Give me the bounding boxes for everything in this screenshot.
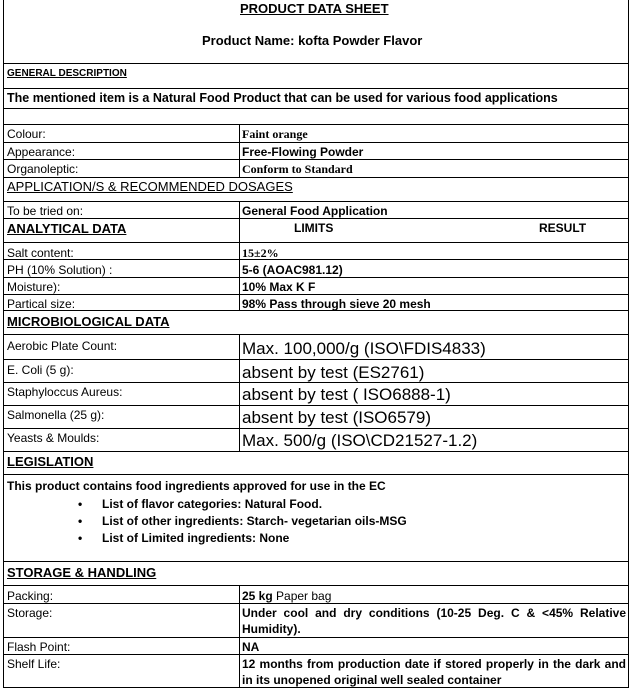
analytical-row-value: 10% Max K F [242, 280, 316, 294]
micro-row-value: absent by test (ISO6579) [242, 408, 431, 427]
rule [4, 561, 628, 562]
rule [4, 334, 628, 335]
rule [4, 159, 628, 160]
analytical-heading: ANALYTICAL DATA [7, 221, 127, 236]
general-description-text: The mentioned item is a Natural Food Product that can be used for various food applications [7, 91, 558, 105]
storage-value: Under cool and dry conditions (10-25 Deg. C & <45% Relative Humidity). [242, 606, 626, 636]
micro-row-label: Staphyloccus Aureus: [7, 385, 123, 399]
analytical-row-label: PH (10% Solution) : [7, 263, 113, 277]
rule [4, 382, 628, 383]
flash-point-label: Flash Point: [7, 640, 71, 654]
product-name: Product Name: kofta Powder Flavor [202, 33, 423, 48]
rule [4, 218, 628, 219]
limits-column-header: LIMITS [294, 221, 334, 235]
application-heading: APPLICATION/S & RECOMMENDED DOSAGES [7, 179, 293, 194]
rule [4, 242, 628, 243]
analytical-row-label: Salt content: [7, 246, 74, 260]
rule [4, 474, 628, 475]
rule [4, 88, 628, 89]
legislation-heading: LEGISLATION [7, 454, 94, 469]
rule [4, 654, 628, 655]
rule [4, 428, 628, 429]
storage-heading: STORAGE & HANDLING [7, 565, 157, 580]
application-label: To be tried on: [7, 204, 84, 218]
micro-row-value: Max. 500/g (ISO\CD21527-1.2) [242, 431, 478, 450]
rule [4, 637, 628, 638]
rule [4, 277, 628, 278]
storage-label: Storage: [7, 606, 53, 620]
data-sheet [3, 0, 629, 688]
packing-label: Packing: [7, 589, 54, 603]
colour-value: Faint orange [242, 127, 308, 141]
rule [4, 405, 628, 406]
rule [4, 359, 628, 360]
colour-label: Colour: [7, 127, 46, 141]
column-divider [239, 124, 240, 177]
micro-row-value: absent by test (ES2761) [242, 363, 425, 382]
analytical-row-value: 15±2% [242, 246, 279, 260]
column-divider [239, 585, 240, 688]
appearance-value: Free-Flowing Powder [242, 145, 364, 159]
legislation-bullet: • List of flavor categories: Natural Food. [78, 497, 322, 511]
rule [4, 585, 628, 586]
rule [4, 294, 628, 295]
page-title: PRODUCT DATA SHEET [240, 1, 389, 16]
rule [4, 177, 628, 178]
rule [4, 124, 628, 125]
legislation-intro: This product contains food ingredients approved for use in the EC [7, 479, 386, 493]
micro-row-value: absent by test ( ISO6888-1) [242, 385, 451, 404]
micro-row-label: Yeasts & Moulds: [7, 431, 100, 445]
column-divider [239, 201, 240, 310]
microbiological-heading: MICROBIOLOGICAL DATA [7, 314, 170, 329]
rule [4, 603, 628, 604]
micro-row-value: Max. 100,000/g (ISO\FDIS4833) [242, 339, 486, 358]
micro-row-label: Salmonella (25 g): [7, 408, 105, 422]
legislation-bullet: • List of Limited ingredients: None [78, 531, 289, 545]
micro-row-label: E. Coli (5 g): [7, 363, 74, 377]
rule [4, 142, 628, 143]
appearance-label: Appearance: [7, 145, 76, 159]
shelf-life-value: 12 months from production date if stored properly in the dark and in its unopened original well sealed container [242, 657, 626, 687]
packing-value: 25 kg Paper bag [242, 589, 332, 603]
rule [4, 451, 628, 452]
analytical-row-label: Moisture): [7, 280, 61, 294]
rule [4, 108, 628, 109]
application-value: General Food Application [242, 204, 388, 218]
micro-row-label: Aerobic Plate Count: [7, 339, 118, 353]
rule [4, 63, 628, 64]
analytical-row-value: 98% Pass through sieve 20 mesh [242, 297, 431, 311]
legislation-bullet: • List of other ingredients: Starch- vegetarian oils-MSG [78, 514, 407, 528]
general-description-heading: GENERAL DESCRIPTION [7, 68, 127, 79]
organoleptic-value: Conform to Standard [242, 162, 353, 176]
analytical-row-label: Partical size: [7, 297, 76, 311]
organoleptic-label: Organoleptic: [7, 162, 79, 176]
rule [4, 201, 628, 202]
rule [4, 259, 628, 260]
column-divider [239, 334, 240, 451]
analytical-row-value: 5-6 (AOAC981.12) [242, 263, 343, 277]
flash-point-value: NA [242, 640, 260, 654]
shelf-life-label: Shelf Life: [7, 657, 61, 671]
result-column-header: RESULT [539, 221, 587, 235]
